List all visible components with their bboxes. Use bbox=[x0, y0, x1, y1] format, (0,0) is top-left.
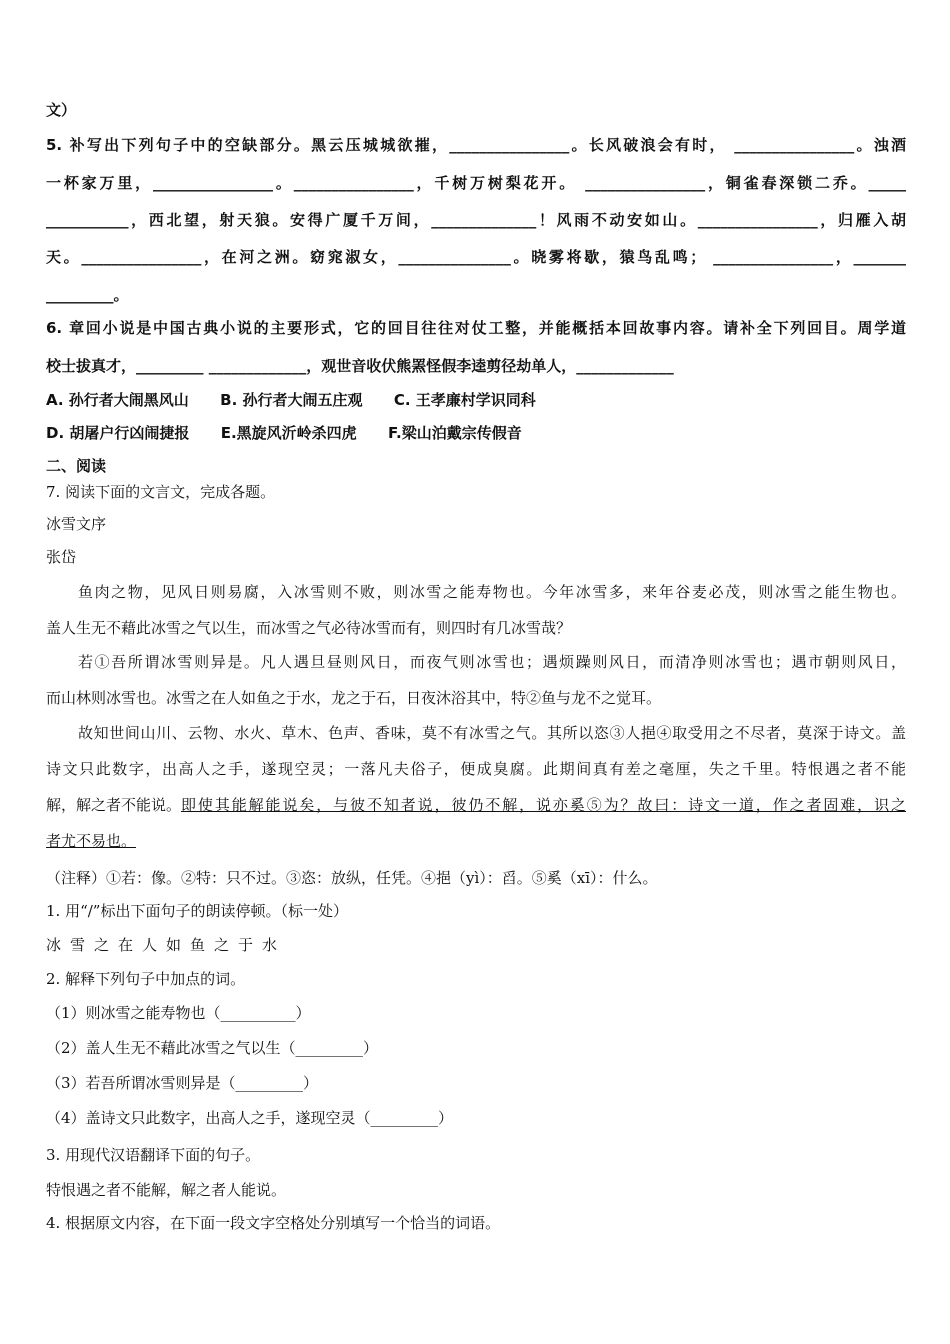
subq-1-sentence: 冰雪之在人如鱼之于水 bbox=[46, 936, 287, 954]
q5-line-2: 一杯家万里，________________。________________，千树万树梨花开。 ________________，铜雀春深锁二乔。_____ bbox=[46, 174, 906, 192]
para-line-4: 故知世间山川、云物、水火、草木、色声、香味，莫不有冰雪之气。其所以恣③人挹④取受用之不尽者，莫深于诗文。盖 bbox=[78, 724, 906, 742]
subq-2-item-2: （2）盖人生无不藉此冰雪之气以生（_________） bbox=[46, 1039, 379, 1057]
subq-2: 2. 解释下列句子中加点的词。 bbox=[46, 970, 246, 988]
underlined-sentence: 即使其能解能说矣，与彼不知者说，彼仍不解，说亦奚⑤为？故曰：诗文一道，作之者固难，识之 bbox=[181, 796, 906, 814]
q6-line-1: 校士拔真才，_________ _____________，观世音收伏熊罴怪假李逵剪径劫单人，_____________ bbox=[46, 357, 674, 375]
para-line-2: 若①吾所谓冰雪则异是。凡人遇旦昼则风日，而夜气则冰雪也；遇烦躁则风日，而清净则冰雪也；遇市朝则风日， bbox=[78, 653, 906, 671]
subq-3: 3. 用现代汉语翻译下面的句子。 bbox=[46, 1146, 261, 1164]
essay-author: 张岱 bbox=[46, 548, 77, 566]
q5-line-0: 文） bbox=[46, 101, 77, 119]
essay-title: 冰雪文序 bbox=[46, 515, 107, 533]
q7-intro: 7. 阅读下面的文言文，完成各题。 bbox=[46, 483, 276, 501]
q5-line-1: 5. 补写出下列句子中的空缺部分。黑云压城城欲摧，________________。长风破浪会有时， ________________。浊酒 bbox=[46, 136, 906, 154]
subq-3-sentence: 特恨遇之者不能解，解之者人能说。 bbox=[46, 1181, 287, 1199]
subq-2-item-1: （1）则冰雪之能寿物也（__________） bbox=[46, 1004, 311, 1022]
q5-line-5: _________。 bbox=[46, 286, 129, 304]
q6-options-row-2: D. 胡屠户行凶闹捷报 E.黑旋风沂岭杀四虎 F.梁山泊戴宗传假音 bbox=[46, 424, 522, 442]
q5-line-3: ___________，西北望，射天狼。安得广厦千万间，______________！风雨不动安如山。________________，归雁入胡 bbox=[46, 211, 906, 229]
para-line-5: 诗文只此数字，出高人之手，遂现空灵；一落凡夫俗子，便成臭腐。此期间真有差之毫厘，失之千里。特恨遇之者不能 bbox=[46, 760, 906, 778]
para-text: 解，解之者不能说。 bbox=[46, 796, 182, 814]
para-line-8: 者尤不易也。 bbox=[46, 832, 137, 850]
subq-2-item-3: （3）若吾所谓冰雪则异是（_________） bbox=[46, 1074, 319, 1092]
q6-options-row-1: A. 孙行者大闹黑风山 B. 孙行者大闹五庄观 C. 王孝廉村学识同科 bbox=[46, 391, 536, 409]
para-line-0: 鱼肉之物，见风日则易腐，入冰雪则不败，则冰雪之能寿物也。今年冰雪多，来年谷麦必茂，则冰雪之能生物也。 bbox=[78, 583, 906, 601]
notes: （注释）①若：像。②特：只不过。③恣：放纵，任凭。④挹（yì）：舀。⑤奚（xī）：什么。 bbox=[46, 869, 658, 887]
para-line-1: 盖人生无不藉此冰雪之气以生，而冰雪之气必待冰雪而有，则四时有几冰雪哉？ bbox=[46, 619, 572, 637]
subq-1: 1. 用“/”标出下面句子的朗读停顿。（标一处） bbox=[46, 902, 348, 920]
q6-line-0: 6. 章回小说是中国古典小说的主要形式，它的回目往往对仗工整，并能概括本回故事内容。请补全下列回目。周学道 bbox=[46, 319, 906, 337]
para-line-3: 而山林则冰雪也。冰雪之在人如鱼之于水，龙之于石，日夜沐浴其中，特②鱼与龙不之觉耳。 bbox=[46, 689, 662, 707]
q5-line-4: 天。________________，在河之洲。窈窕淑女，_______________。晓雾将歇，猿鸟乱鸣； ________________，_______ bbox=[46, 248, 906, 266]
subq-4: 4. 根据原文内容，在下面一段文字空格处分别填写一个恰当的词语。 bbox=[46, 1214, 501, 1232]
subq-2-item-4: （4）盖诗文只此数字，出高人之手，遂现空灵（_________） bbox=[46, 1109, 454, 1127]
section-heading: 二、阅读 bbox=[46, 457, 107, 475]
para-line-6 bbox=[46, 795, 906, 815]
